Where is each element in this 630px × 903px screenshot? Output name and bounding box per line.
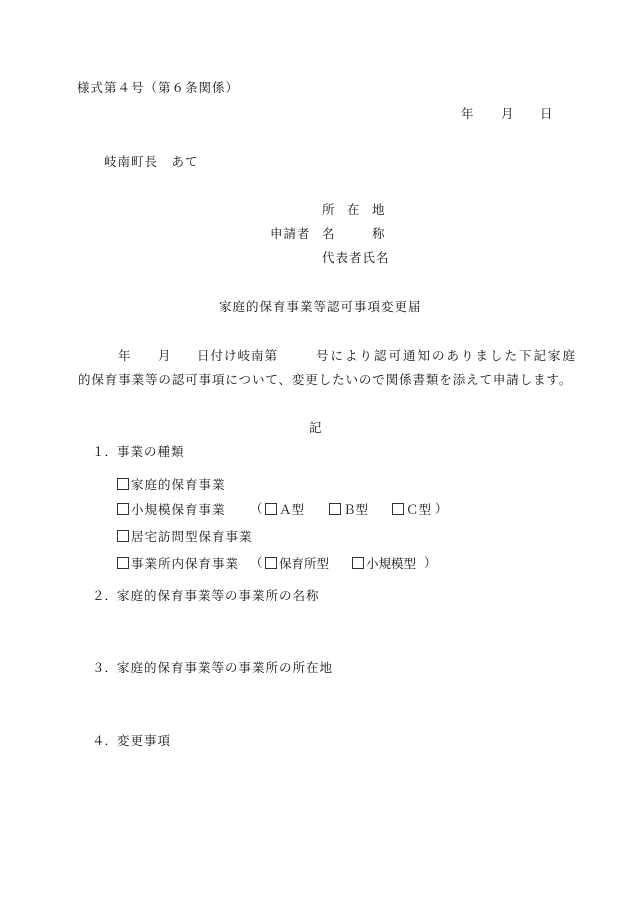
form-reference: 様式第４号（第６条関係） [77,80,240,95]
option-type-c[interactable] [392,503,431,517]
date-month-label: 月 [501,106,514,121]
onsite-close-paren: ） [424,555,437,570]
option-label: 小規模型 [366,556,417,571]
section-4-label: 変更事項 [117,733,172,748]
option-nursery-type[interactable] [265,557,329,571]
checkbox[interactable] [265,557,277,569]
option-home-visit[interactable] [117,530,253,544]
section-1-number: １． [92,444,118,459]
applicant-prefix: 申請者 [270,226,311,241]
option-family-daycare[interactable] [117,478,226,492]
option-onsite[interactable] [117,557,239,571]
section-1-label: 事業の種類 [117,444,185,459]
body-month-label: 月 [158,348,171,363]
option-label: Ｃ型 [406,502,432,517]
small-scale-open-paren: （ [250,501,263,516]
checkbox[interactable] [352,557,364,569]
body-year-label: 年 [118,348,131,363]
checkbox[interactable] [117,557,129,569]
document-title: 家庭的保育事業等認可事項変更届 [219,299,422,314]
checkbox[interactable] [117,478,129,490]
body-dated-text: 日付け岐南第 [197,348,279,363]
name-label: 名 称 [322,226,385,241]
address-label: 所 在 地 [322,202,385,217]
small-scale-close-paren: ） [435,501,448,516]
section-3-label: 家庭的保育事業等の事業所の所在地 [117,660,334,675]
ki-marker: 記 [309,420,322,435]
checkbox[interactable] [265,503,277,515]
section-2-label: 家庭的保育事業等の事業所の名称 [117,588,320,603]
checkbox[interactable] [117,503,129,515]
option-type-b[interactable] [329,503,368,517]
checkbox[interactable] [329,503,341,515]
option-label: Ｂ型 [343,502,369,517]
option-label: 保育所型 [279,556,330,571]
onsite-open-paren: （ [250,555,263,570]
section-2-number: ２． [92,588,118,603]
option-label: 小規模保育事業 [131,502,226,517]
section-3-number: ３． [92,660,118,675]
section-4-number: ４． [92,733,118,748]
body-line1-rest: 号により認可通知のありました下記家庭 [316,348,578,363]
date-day-label: 日 [540,106,553,121]
option-label: 居宅訪問型保育事業 [131,529,253,544]
representative-label: 代表者氏名 [322,250,390,265]
checkbox[interactable] [117,530,129,542]
option-small-scale[interactable] [117,503,226,517]
option-small-scale-type[interactable] [352,557,416,571]
option-type-a[interactable] [265,503,304,517]
body-line2: 的保育事業等の認可事項について、変更したいので関係書類を添えて申請します。 [78,372,573,387]
option-label: Ａ型 [279,502,305,517]
checkbox[interactable] [392,503,404,515]
option-label: 事業所内保育事業 [131,556,240,571]
addressee: 岐南町長 あて [104,154,199,169]
date-year-label: 年 [461,106,474,121]
option-label: 家庭的保育事業 [131,477,226,492]
